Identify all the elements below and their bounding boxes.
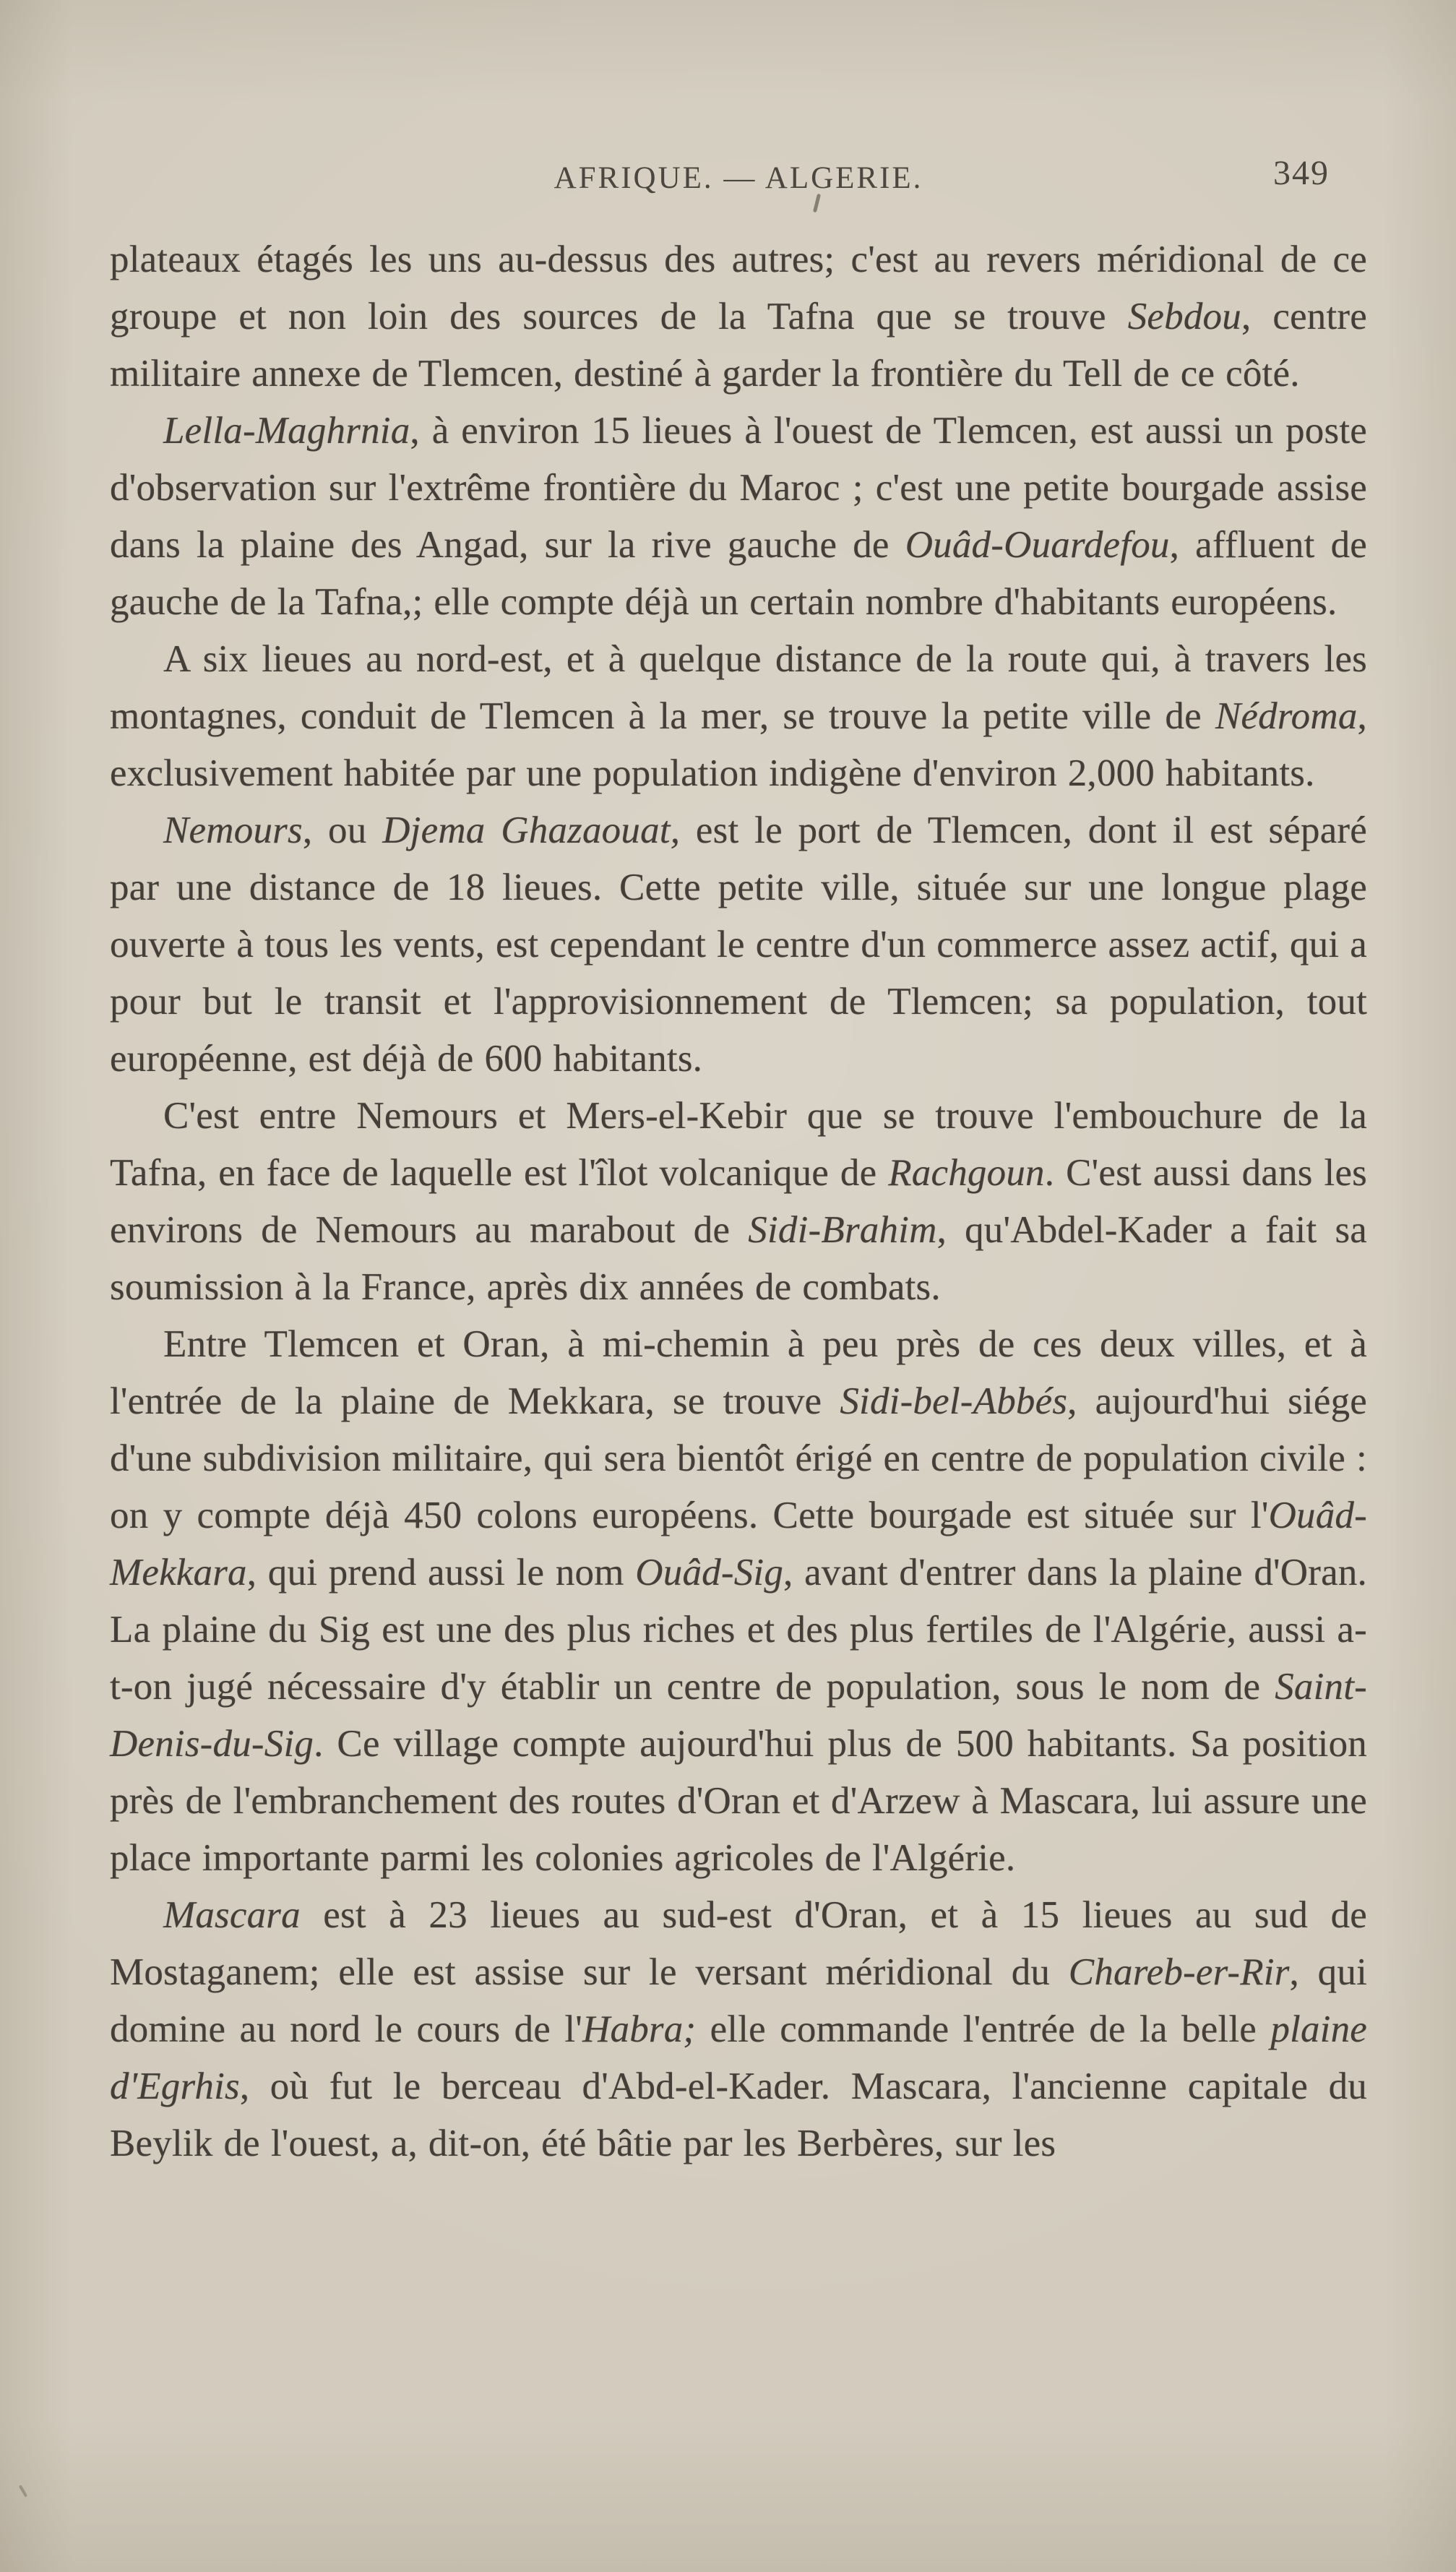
page-body	[110, 231, 1367, 2172]
place-name: plaine d'Egrhis	[110, 2008, 1367, 2107]
paragraph-nemours	[110, 802, 1367, 1088]
place-name: Saint-Denis-du-Sig	[110, 1666, 1367, 1765]
text-run: Entre Tlemcen et Oran, à mi-chemin à peu près de ces deux villes, et à l'entrée de la plaine de Mekkara, se trouve	[110, 1323, 1367, 1422]
text-run: , centre militaire annexe de Tlemcen, destiné à garder la frontière du Tell de ce côté.	[110, 296, 1367, 395]
page-content	[110, 153, 1367, 2172]
place-name: Djema Ghazaouat,	[382, 809, 681, 851]
place-name: Ouâd-Ouardefou	[905, 524, 1170, 566]
scan-speck	[19, 2485, 27, 2498]
place-name: Nédroma	[1215, 695, 1358, 737]
paragraph-lella-maghrnia	[110, 403, 1367, 631]
text-run: elle commande l'entrée de la belle	[696, 2008, 1271, 2050]
text-run: C'est entre Nemours et Mers-el-Kebir que se trouve l'embouchure de la Tafna, en face de laquelle est l'îlot volcanique de	[110, 1095, 1367, 1194]
place-name: Sidi-bel-Abbés	[840, 1380, 1068, 1422]
text-run: est à 23 lieues au sud-est d'Oran, et à 15 lieues au sud de Mostaganem; elle est assise sur le versant méridional du	[110, 1894, 1367, 1993]
text-run: est le port de Tlemcen, dont il est séparé par une distance de 18 lieues. Cette petite ville, située sur une longue plage ouverte à tous les vents, est cependant le centre d'un commerce assez actif, qui a pour but le transit et l'approvisionnement de Tlemcen; sa population, tout européenne, est déjà de 600 habitants.	[110, 809, 1367, 1080]
text-run: , à environ 15 lieues à l'ouest de Tlemcen, est aussi un poste d'observation sur l'extrême frontière du Maroc ; c'est une petite bourgade assise dans la plaine des Angad, sur la rive gauche de	[110, 410, 1367, 566]
text-run: , ou	[302, 809, 383, 851]
place-name: Lella-Maghrnia	[163, 410, 410, 452]
text-run: A six lieues au nord-est, et à quelque distance de la route qui, à travers les montagnes, conduit de Tlemcen à la mer, se trouve la petite ville de	[110, 638, 1367, 737]
text-run: , exclusivement habitée par une population indigène d'environ 2,000 habitants.	[110, 695, 1367, 794]
running-header-title: AFRIQUE. — ALGERIE.	[553, 161, 923, 195]
text-run: , aujourd'hui siége d'une subdivision militaire, qui sera bientôt érigé en centre de population civile : on y compte déjà 450 colons européens. Cette bourgade est située sur l'	[110, 1380, 1367, 1536]
text-run: , affluent de gauche de la Tafna,; elle compte déjà un certain nombre d'habitants européens.	[110, 524, 1367, 623]
place-name: Ouâd-Mekkara	[110, 1494, 1367, 1593]
text-run: , qui prend aussi le nom	[246, 1552, 636, 1593]
paragraph-nedroma	[110, 631, 1367, 802]
place-name: Ouâd-Sig	[635, 1552, 784, 1593]
text-run: plateaux étagés les uns au-dessus des autres; c'est au revers méridional de ce groupe et non loin des sources de la Tafna que se trouve	[110, 238, 1367, 337]
place-name: Rachgoun	[888, 1152, 1045, 1194]
text-run: , qu'Abdel-Kader a fait sa soumission à la France, après dix années de combats.	[110, 1209, 1367, 1308]
page-number: 349	[1273, 154, 1330, 192]
place-name: Sebdou	[1127, 296, 1241, 337]
text-run: . Ce village compte aujourd'hui plus de 500 habitants. Sa position près de l'embranchement des routes d'Oran et d'Arzew à Mascara, lui assure une place importante parmi les colonies agricoles de l'Algérie.	[110, 1723, 1367, 1879]
text-run: . C'est aussi dans les environs de Nemours au marabout de	[110, 1152, 1367, 1251]
place-name: Chareb-er-Rir	[1068, 1951, 1290, 1993]
place-name: Sidi-Brahim	[748, 1209, 937, 1251]
text-run: , où fut le berceau d'Abd-el-Kader. Mascara, l'ancienne capitale du Beylik de l'ouest, a, dit-on, été bâtie par les Berbères, sur les	[110, 2065, 1367, 2164]
text-run: , qui domine au nord le cours de l'	[110, 1951, 1367, 2050]
place-name: Mascara	[163, 1894, 301, 1936]
running-header	[110, 153, 1367, 199]
place-name: Habra;	[582, 2008, 697, 2050]
paragraph-sidi-bel-abbes	[110, 1316, 1367, 1887]
paragraph-rachgoun	[110, 1088, 1367, 1316]
place-name: Nemours	[163, 809, 303, 851]
paragraph-mascara	[110, 1887, 1367, 2172]
text-run: , avant d'entrer dans la plaine d'Oran. La plaine du Sig est une des plus riches et des plus fertiles de l'Algérie, aussi a-t-on jugé nécessaire d'y établir un centre de population, sous le nom de	[110, 1552, 1367, 1708]
paragraph-sebdou	[110, 231, 1367, 403]
